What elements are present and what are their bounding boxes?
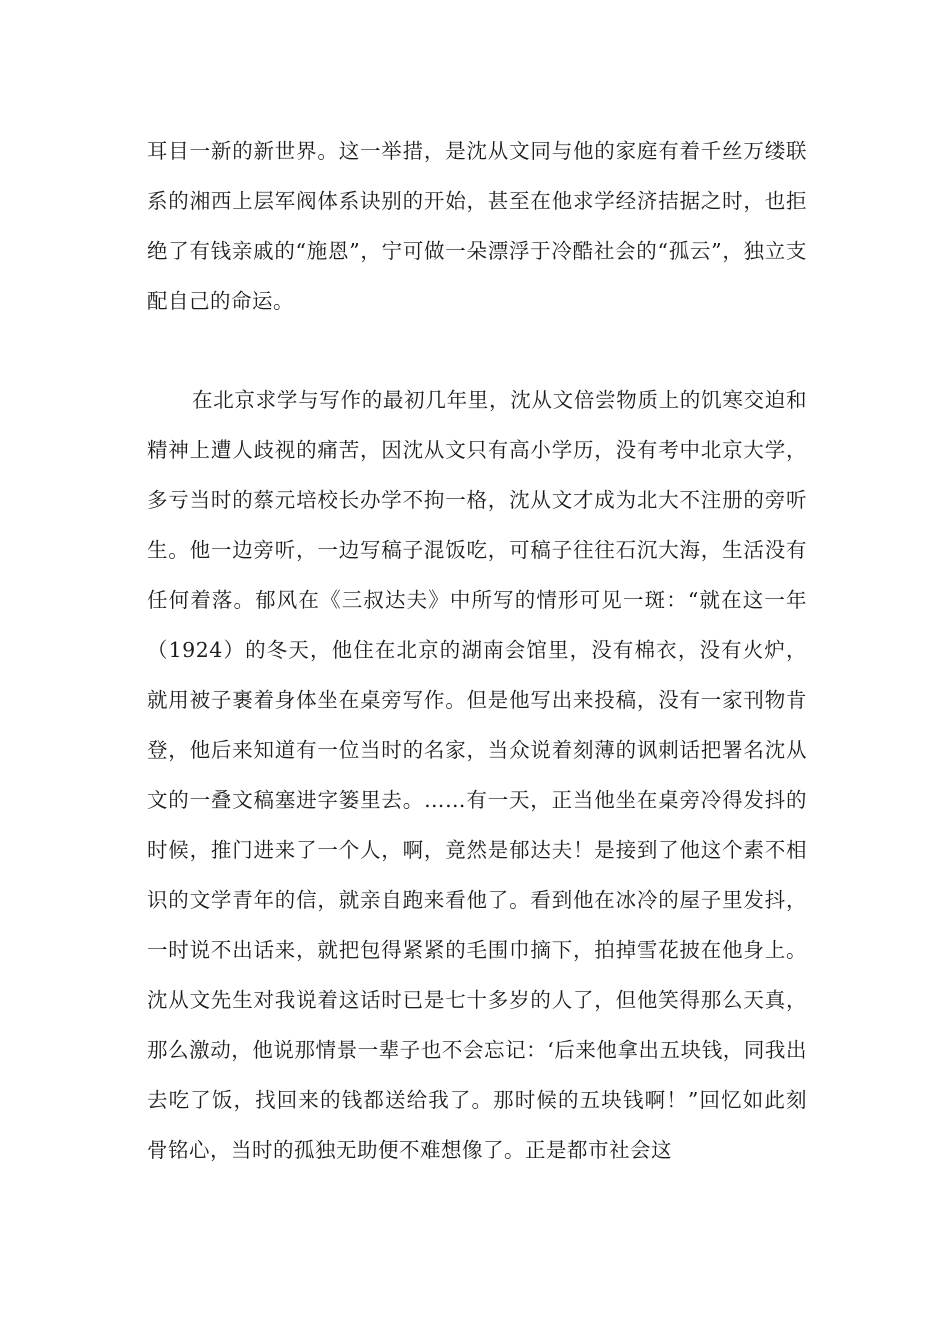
body-paragraph: 在北京求学与写作的最初几年里，沈从文倍尝物质上的饥寒交迫和精神上遭人歧视的痛苦，因沈从文只有高小学历，没有考中北京大学，多亏当时的蔡元培校长办学不拘一格，沈从文才成为北大不注册的旁听生。他一边旁听，一边写稿子混饭吃，可稿子往往石沉大海，生活没有任何着落。郁风在《三叔达夫》中所写的情形可见一斑：“就在这一年（1924）的冬天，他住在北京的湖南会馆里，没有棉衣，没有火炉，就用被子裹着身体坐在桌旁写作。但是他写出来投稿，没有一家刊物肯登，他后来知道有一位当时的名家，当众说着刻薄的讽刺话把署名沈从文的一叠文稿塞进字篓里去。……有一天，正当他坐在桌旁冷得发抖的时候，推门进来了一个人，啊，竟然是郁达夫！是接到了他这个素不相识的文学青年的信，就亲自跑来看他了。看到他在冰冷的屋子里发抖，一时说不出话来，就把包得紧紧的毛围巾摘下，拍掉雪花披在他身上。沈从文先生对我说着这话时已是七十多岁的人了，但他笑得那么天真，那么激动，他说那情景一辈子也不会忘记：‘后来他拿出五块钱，同我出去吃了饭，找回来的钱都送给我了。那时候的五块钱啊！”回忆如此刻骨铭心，当时的孤独无助便不难想像了。正是都市社会这 [147,388,807,1162]
body-paragraph-continued: 耳目一新的新世界。这一举措，是沈从文同与他的家庭有着千丝万缕联系的湘西上层军阀体系诀别的开始，甚至在他求学经济拮据之时，也拒绝了有钱亲戚的“施恩”，宁可做一朵漂浮于冷酷社会的“孤云”，独立支配自己的命运。 [147,139,807,313]
